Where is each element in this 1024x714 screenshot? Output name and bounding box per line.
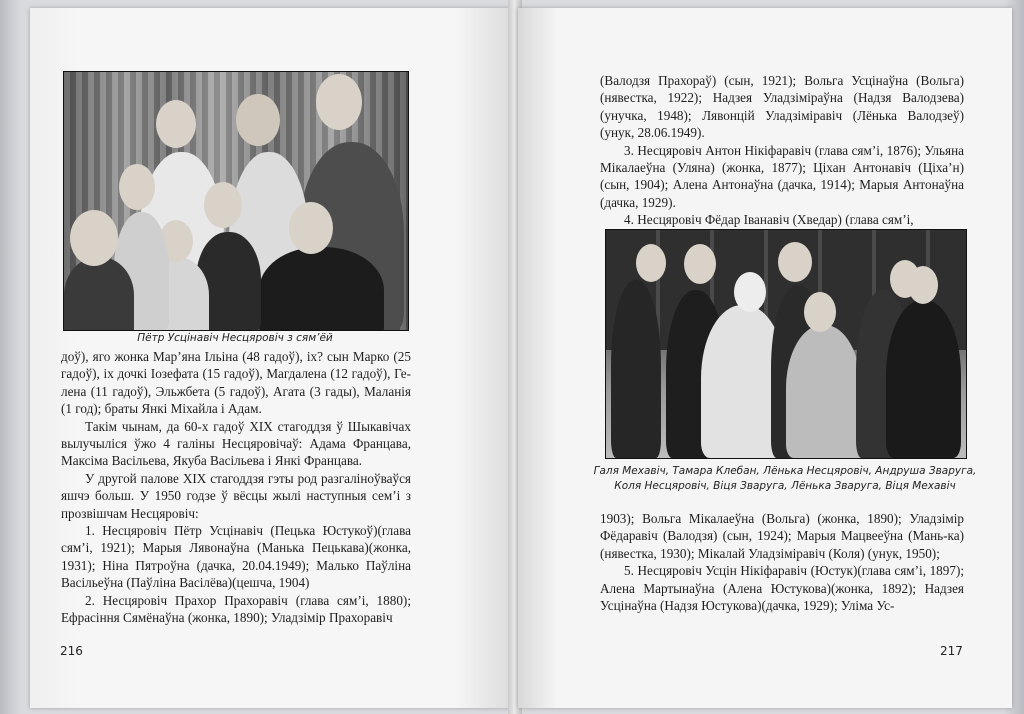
family-photo xyxy=(63,71,409,331)
paragraph: 3. Несцяровіч Антон Нікіфаравіч (глава сям’і, 1876); Ульяна Мікалаеўна (Уляна) (жонка, 1877); Ціхан Антонавіч (Ціха’н) (сын, 1904); Алена Антонаўна (дачка, 1914); Марыя Антонаўна (дачка, 1929). xyxy=(600,142,964,210)
page-number-left: 216 xyxy=(60,644,83,658)
paragraph: Такім чынам, да 60-х гадоў XIX стагоддзя ў Шыкавічах вылучыліся ўжо 4 галіны Несцяровічаў: Адама Францава, Максіма Васільева, Якуба Васільева і Янкі Францава. xyxy=(61,418,411,469)
paragraph: (Валодзя Прахораў) (сын, 1921); Вольга Усцінаўна (Вольга) (нявестка, 1922); Надзея Уладзіміраўна (Надзя Валодзева) (унучка, 1948); Лявонцій Уладзіміравіч (Лёнька Валодзеў) (унук, 28.06.1949). xyxy=(600,73,964,141)
paragraph: доў), яго жонка Мар’яна Ільіна (48 гадоў), іх? сын Марко (25 гадоў), іх дочкі Іозефата (15 гадоў), Магдалена (12 гадоў), Ге-лена (11 гадоў), Эльжбета (5 гадоў), Агата (3 гады), Маланія (1 год); браты Янкі Міхайла і Адам. xyxy=(61,349,411,417)
group-photo xyxy=(605,229,967,459)
caption-line: Коля Несцяровіч, Віця Зваруга, Лёнька Зваруга, Віця Мехавіч xyxy=(614,480,956,492)
paragraph: 4. Несцяровіч Фёдар Іванавіч (Хведар) (глава сям’і, xyxy=(624,212,914,228)
paragraph: 1. Несцяровіч Пётр Усцінавіч (Пецька Юстукоў)(глава сям’і, 1921); Марыя Лявонаўна (Манька Пецькава)(жонка, 1931); Ніна Пятроўна (дачка, 20.04.1949); Малько Паўліна Васільеўна (Паўліна Васілёва)(цешча, 1904) xyxy=(61,523,411,591)
left-body-text xyxy=(61,348,411,627)
right-body-text-top xyxy=(600,72,964,229)
caption-line: Галя Мехавіч, Тамара Клебан, Лёнька Несцяровіч, Андруша Зваруга, xyxy=(593,465,977,477)
paragraph: У другой палове XIX стагоддзя гэты род разгаліноўваўся яшчэ больш. У 1950 годзе ў вёсцы жылі наступныя сем’і з прозвішчам Несцяровіч: xyxy=(61,470,411,521)
paragraph: 5. Несцяровіч Усцін Нікіфаравіч (Юстук)(глава сям’і, 1897); Алена Мартынаўна (Алена Юстукова)(жонка, 1892); Надзея Усцінаўна (Надзя Юстукова)(дачка, 1929); Уліма Ус- xyxy=(600,563,964,614)
page-number-right: 217 xyxy=(940,644,963,658)
right-body-text-bottom xyxy=(600,510,964,614)
photo-caption-left: Пётр Усцінавіч Несцяровіч з сям’ёй xyxy=(137,332,333,344)
photo-caption-right xyxy=(590,464,980,494)
paragraph: 1903); Вольга Мікалаеўна (Вольга) (жонка, 1890); Уладзімір Фёдаравіч (Валодзя) (сын, 1924); Марыя Мацвееўна (Мань-ка) (нявестка, 1930); Мікалай Уладзіміравіч (Коля) (унук, 1950); xyxy=(600,511,964,561)
paragraph: 2. Несцяровіч Прахор Прахоравіч (глава сям’і, 1880); Ефрасіння Сямёнаўна (жонка, 1890); Уладзімір Прахоравіч xyxy=(61,592,411,626)
